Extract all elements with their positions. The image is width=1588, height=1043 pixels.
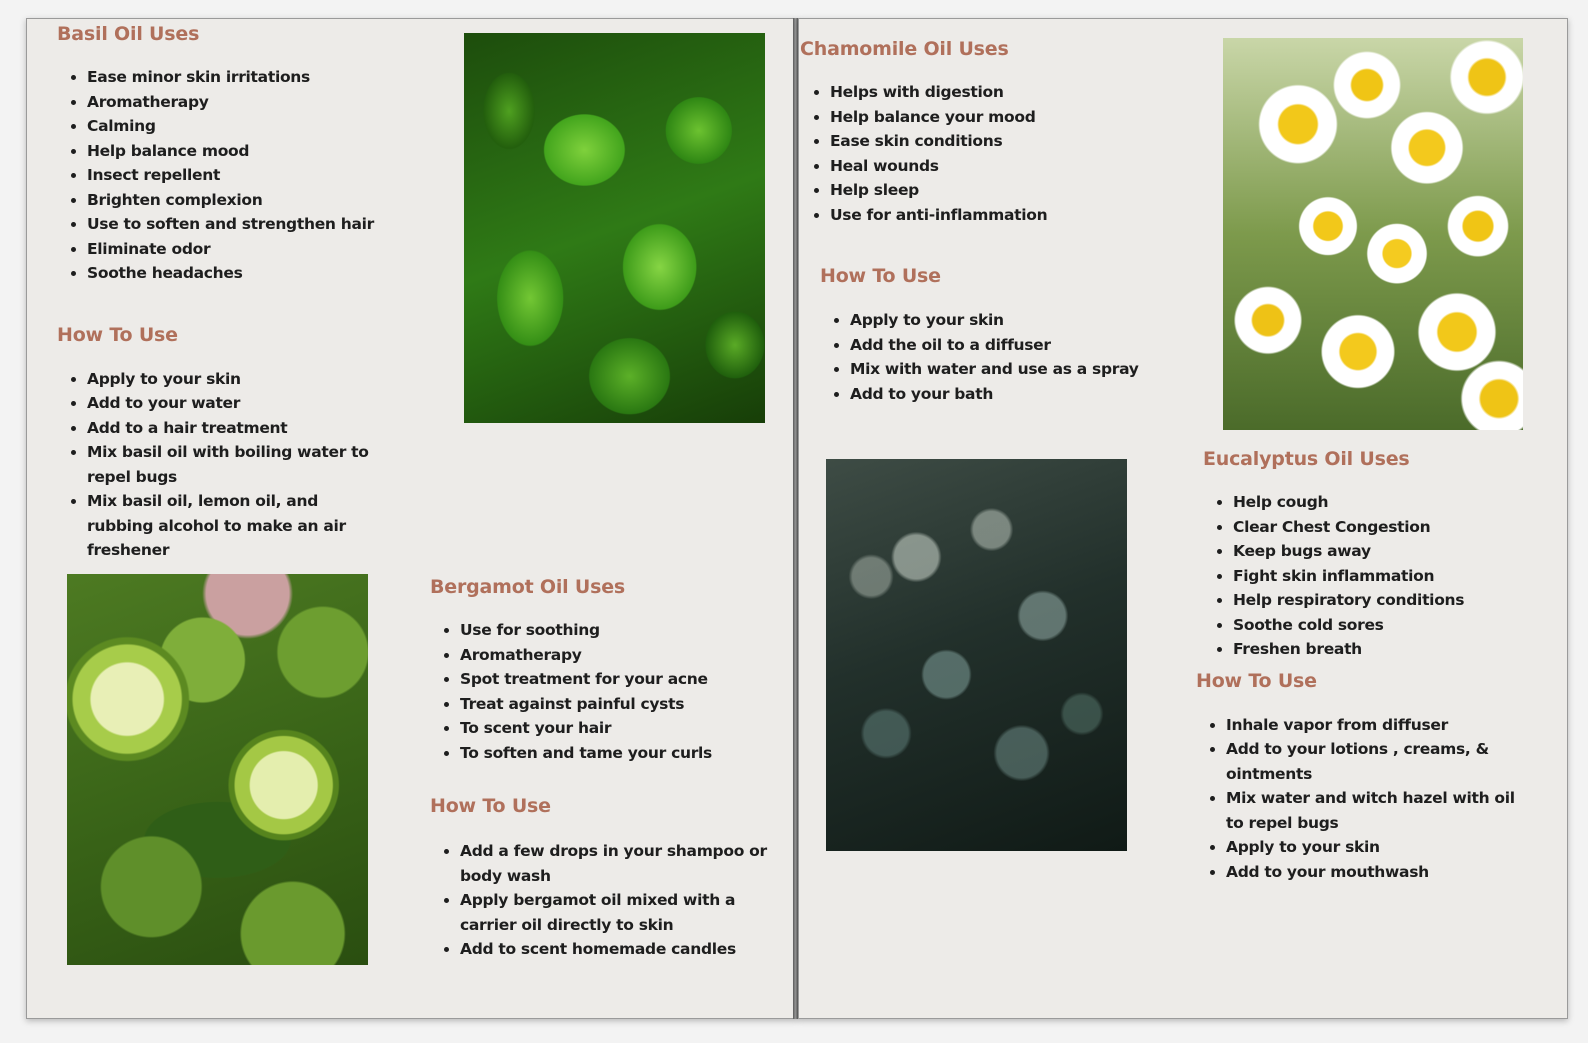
list-item: • Insect repellent (87, 163, 447, 188)
list-item: • Use for soothing (460, 618, 790, 643)
list-item: • Add the oil to a diffuser (850, 333, 1200, 358)
list-item: • Apply to your skin (850, 308, 1200, 333)
list-item: • To scent your hair (460, 716, 790, 741)
list-item: • Eliminate odor (87, 237, 447, 262)
list-item: • Clear Chest Congestion (1233, 515, 1556, 540)
list-item: • Aromatherapy (460, 643, 790, 668)
left-page (26, 18, 798, 1019)
list-item: • Heal wounds (830, 154, 1200, 179)
bergamot-section (430, 576, 790, 962)
chamomile-section (800, 38, 1200, 406)
eucalyptus-photo (826, 459, 1127, 851)
eucalyptus-how-list (1196, 713, 1536, 885)
list-item: • Add to your lotions , creams, & ointments (1226, 737, 1536, 786)
list-item: • Aromatherapy (87, 90, 447, 115)
basil-uses-list (57, 65, 447, 286)
list-item: • Ease minor skin irritations (87, 65, 447, 90)
basil-how-list (57, 367, 387, 563)
list-item: • Freshen breath (1233, 637, 1556, 662)
list-item: • Ease skin conditions (830, 129, 1200, 154)
basil-how-title: How To Use (57, 323, 178, 346)
list-item: • Apply bergamot oil mixed with a carrier oil directly to skin (460, 888, 780, 937)
list-item: • Treat against painful cysts (460, 692, 790, 717)
list-item: • Help respiratory conditions (1233, 588, 1556, 613)
list-item: • Help cough (1233, 490, 1556, 515)
bergamot-title: Bergamot Oil Uses (430, 576, 626, 598)
list-item: • Mix basil oil, lemon oil, and rubbing alcohol to make an air freshener (87, 489, 387, 563)
chamomile-how-list (820, 308, 1200, 406)
list-item: • Mix water and witch hazel with oil to repel bugs (1226, 786, 1536, 835)
list-item: • Help sleep (830, 178, 1200, 203)
list-item: • Brighten complexion (87, 188, 447, 213)
bergamot-how-list (430, 839, 780, 962)
list-item: • Add to your mouthwash (1226, 860, 1536, 885)
list-item: • Fight skin inflammation (1233, 564, 1556, 589)
bergamot-how-title: How To Use (430, 795, 551, 817)
chamomile-title: Chamomile Oil Uses (800, 38, 1009, 60)
eucalyptus-section (1196, 448, 1556, 884)
eucalyptus-how-title: How To Use (1196, 669, 1317, 692)
list-item: • Soothe headaches (87, 261, 447, 286)
list-item: • Add to scent homemade candles (460, 937, 780, 962)
list-item: • Inhale vapor from diffuser (1226, 713, 1536, 738)
chamomile-how-title: How To Use (820, 265, 941, 287)
list-item: • Keep bugs away (1233, 539, 1556, 564)
basil-photo (464, 33, 765, 423)
list-item: • Add to a hair treatment (87, 416, 387, 441)
list-item: • Apply to your skin (1226, 835, 1536, 860)
list-item: • Mix with water and use as a spray (850, 357, 1200, 382)
list-item: • Add a few drops in your shampoo or body wash (460, 839, 780, 888)
bergamot-photo (67, 574, 368, 965)
list-item: • To soften and tame your curls (460, 741, 790, 766)
list-item: • Use to soften and strengthen hair (87, 212, 447, 237)
list-item: • Add to your bath (850, 382, 1200, 407)
list-item: • Help balance your mood (830, 105, 1200, 130)
list-item: • Apply to your skin (87, 367, 387, 392)
list-item: • Soothe cold sores (1233, 613, 1556, 638)
list-item: • Spot treatment for your acne (460, 667, 790, 692)
list-item: • Calming (87, 114, 447, 139)
basil-section (57, 23, 447, 563)
eucalyptus-title: Eucalyptus Oil Uses (1203, 448, 1410, 470)
list-item: • Help balance mood (87, 139, 447, 164)
chamomile-photo (1223, 38, 1523, 430)
basil-title: Basil Oil Uses (57, 23, 200, 45)
bergamot-uses-list (430, 618, 790, 765)
list-item: • Add to your water (87, 391, 387, 416)
right-page (798, 18, 1568, 1019)
list-item: • Use for anti-inflammation (830, 203, 1200, 228)
list-item: • Helps with digestion (830, 80, 1200, 105)
eucalyptus-uses-list (1203, 490, 1556, 662)
chamomile-uses-list (800, 80, 1200, 227)
list-item: • Mix basil oil with boiling water to repel bugs (87, 440, 387, 489)
